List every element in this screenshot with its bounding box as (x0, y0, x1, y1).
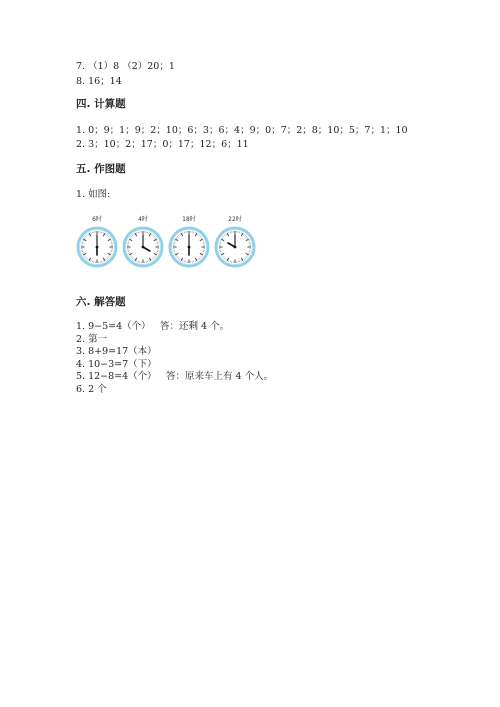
solve-equation: 5. 12−8=4（个） (76, 371, 157, 382)
clock-face-icon (75, 225, 119, 269)
clock-center (234, 246, 237, 249)
calc-row: 2. 3；10；2；17；0；17；12；6；11 (76, 139, 249, 150)
solve-equation: 1. 9−5=4（个） (76, 321, 151, 332)
clock-label: 6时 (92, 216, 102, 223)
solve-equation: 6. 2 个 (76, 383, 107, 395)
solve-equation: 3. 8+9=17（本） (76, 346, 157, 357)
solve-equation: 4. 10−3=7（下） (76, 358, 157, 370)
clock-center (96, 246, 99, 249)
clock-center (142, 246, 145, 249)
clock-face-icon (167, 225, 211, 269)
clock (167, 216, 211, 269)
clock-label: 22时 (228, 216, 242, 223)
solve-answer: 答：还剩 4 个。 (160, 321, 230, 332)
calc-row: 1. 0；9；1；9；2；10；6；3；6；4；9；0；7；2；8；10；5；7；1；10 (76, 125, 408, 136)
section-title-calc: 四. 计算题 (76, 98, 126, 110)
clock-face-icon (121, 225, 165, 269)
clock-label: 18时 (182, 216, 196, 223)
solve-equation: 2. 第一 (76, 333, 108, 345)
clock (75, 216, 119, 269)
solve-answer: 答：原来车上有 4 个人。 (166, 371, 274, 382)
answer-line: 8. 16；14 (76, 76, 122, 87)
clock-face-icon (213, 225, 257, 269)
clock (213, 216, 257, 269)
section-title-draw: 五. 作图题 (76, 163, 126, 175)
section-title-solve: 六. 解答题 (76, 296, 126, 308)
draw-item: 1. 如图: (76, 189, 111, 200)
clock-label: 4时 (138, 216, 148, 223)
answer-line: 7. （1）8 （2）20；1 (76, 61, 175, 72)
clock-center (188, 246, 191, 249)
clock (121, 216, 165, 269)
